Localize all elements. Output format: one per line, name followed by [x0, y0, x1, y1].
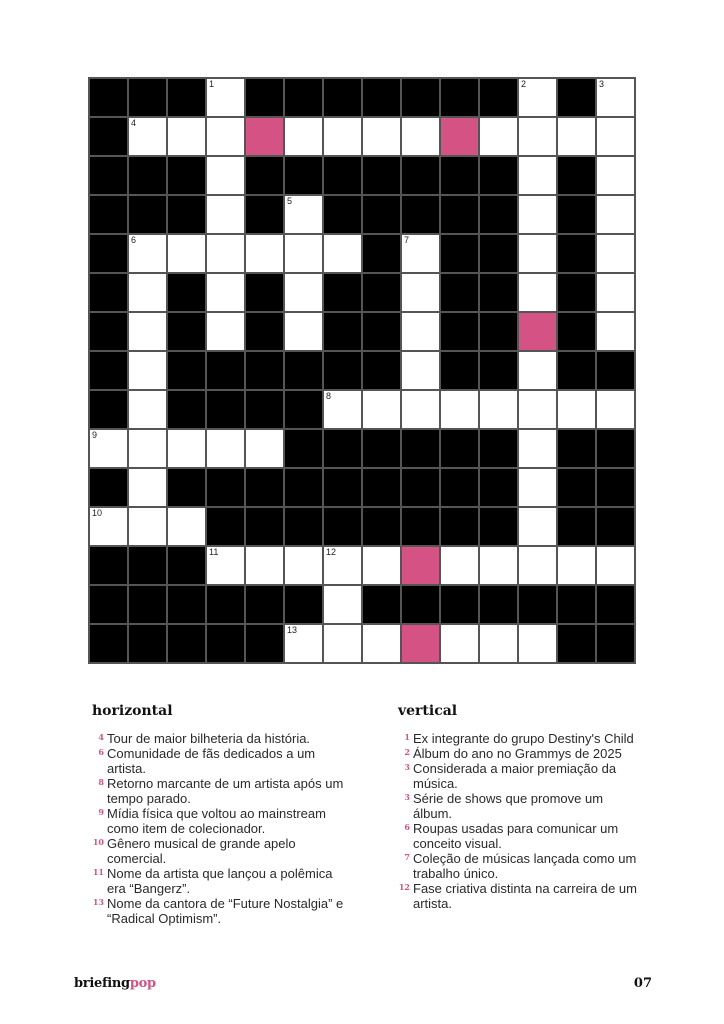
answer-cell[interactable]	[207, 196, 244, 233]
block-cell	[129, 625, 166, 662]
block-cell	[558, 157, 595, 194]
answer-cell[interactable]	[402, 313, 439, 350]
block-cell	[324, 469, 361, 506]
answer-cell[interactable]	[324, 235, 361, 272]
answer-cell[interactable]	[363, 625, 400, 662]
block-cell	[441, 157, 478, 194]
clue-item	[92, 806, 352, 836]
answer-cell[interactable]	[285, 625, 322, 662]
block-cell	[558, 508, 595, 545]
block-cell	[441, 235, 478, 272]
crossword-grid	[88, 77, 636, 664]
clue-item-number: 7	[404, 852, 410, 862]
answer-cell[interactable]	[246, 547, 283, 584]
block-cell	[363, 157, 400, 194]
answer-cell[interactable]	[558, 391, 595, 428]
clue-item-number: 2	[404, 747, 410, 757]
answer-cell[interactable]	[129, 274, 166, 311]
answer-cell[interactable]	[324, 118, 361, 155]
block-cell	[90, 235, 127, 272]
block-cell	[441, 508, 478, 545]
clue-number: 6	[131, 235, 137, 245]
answer-cell[interactable]	[597, 79, 634, 116]
clue-item	[92, 746, 352, 776]
answer-cell[interactable]	[519, 274, 556, 311]
answer-cell[interactable]	[402, 118, 439, 155]
block-cell	[363, 508, 400, 545]
highlight-cell[interactable]	[246, 118, 283, 155]
clue-item-number: 1	[404, 732, 410, 742]
block-cell	[363, 274, 400, 311]
answer-cell[interactable]	[246, 235, 283, 272]
block-cell	[90, 274, 127, 311]
block-cell	[90, 313, 127, 350]
block-cell	[480, 586, 517, 623]
answer-cell[interactable]	[519, 235, 556, 272]
block-cell	[402, 196, 439, 233]
answer-cell[interactable]	[597, 235, 634, 272]
block-cell	[129, 196, 166, 233]
answer-cell[interactable]	[168, 235, 205, 272]
block-cell	[441, 352, 478, 389]
clue-item-text: Mídia física que voltou ao mainstream como item de colecionador.	[107, 806, 326, 836]
answer-cell[interactable]	[246, 430, 283, 467]
block-cell	[90, 547, 127, 584]
clue-number: 3	[599, 79, 605, 89]
answer-cell[interactable]	[285, 235, 322, 272]
clue-item	[92, 776, 352, 806]
block-cell	[168, 196, 205, 233]
block-cell	[168, 157, 205, 194]
clue-item-text: Tour de maior bilheteria da história.	[107, 731, 311, 746]
block-cell	[597, 430, 634, 467]
block-cell	[285, 157, 322, 194]
block-cell	[90, 157, 127, 194]
block-cell	[441, 469, 478, 506]
block-cell	[480, 79, 517, 116]
clue-item-number: 13	[92, 897, 104, 907]
block-cell	[129, 586, 166, 623]
block-cell	[90, 391, 127, 428]
answer-cell[interactable]	[324, 625, 361, 662]
block-cell	[324, 430, 361, 467]
answer-cell[interactable]	[441, 625, 478, 662]
answer-cell[interactable]	[402, 235, 439, 272]
clue-item-number: 6	[98, 747, 104, 757]
block-cell	[168, 625, 205, 662]
answer-cell[interactable]	[129, 391, 166, 428]
block-cell	[558, 274, 595, 311]
block-cell	[90, 469, 127, 506]
block-cell	[441, 313, 478, 350]
block-cell	[363, 79, 400, 116]
answer-cell[interactable]	[519, 157, 556, 194]
answer-cell[interactable]	[519, 547, 556, 584]
block-cell	[246, 313, 283, 350]
clue-item-text: Álbum do ano no Grammys de 2025	[413, 746, 622, 761]
block-cell	[324, 274, 361, 311]
vertical-title: vertical	[398, 703, 458, 719]
block-cell	[480, 469, 517, 506]
answer-cell[interactable]	[480, 118, 517, 155]
answer-cell[interactable]	[285, 118, 322, 155]
answer-cell[interactable]	[207, 313, 244, 350]
clue-item-number: 6	[404, 822, 410, 832]
block-cell	[558, 79, 595, 116]
answer-cell[interactable]	[90, 430, 127, 467]
clue-number: 11	[209, 547, 219, 557]
block-cell	[363, 352, 400, 389]
block-cell	[129, 157, 166, 194]
horizontal-clues	[92, 703, 352, 926]
answer-cell[interactable]	[129, 313, 166, 350]
block-cell	[207, 586, 244, 623]
block-cell	[207, 469, 244, 506]
highlight-cell[interactable]	[519, 313, 556, 350]
block-cell	[558, 625, 595, 662]
brand-part-1: briefing	[74, 976, 130, 991]
block-cell	[246, 352, 283, 389]
block-cell	[168, 586, 205, 623]
answer-cell[interactable]	[519, 625, 556, 662]
answer-cell[interactable]	[207, 157, 244, 194]
answer-cell[interactable]	[363, 118, 400, 155]
answer-cell[interactable]	[168, 508, 205, 545]
answer-cell[interactable]	[129, 118, 166, 155]
answer-cell[interactable]	[168, 430, 205, 467]
block-cell	[480, 430, 517, 467]
block-cell	[324, 196, 361, 233]
block-cell	[246, 586, 283, 623]
block-cell	[558, 313, 595, 350]
block-cell	[324, 313, 361, 350]
answer-cell[interactable]	[285, 196, 322, 233]
answer-cell[interactable]	[207, 430, 244, 467]
clue-item	[398, 746, 638, 761]
block-cell	[558, 196, 595, 233]
answer-cell[interactable]	[519, 430, 556, 467]
block-cell	[285, 586, 322, 623]
answer-cell[interactable]	[129, 508, 166, 545]
clue-number: 13	[287, 625, 298, 635]
answer-cell[interactable]	[285, 313, 322, 350]
clue-item-number: 3	[404, 762, 410, 772]
block-cell	[90, 79, 127, 116]
block-cell	[441, 79, 478, 116]
block-cell	[285, 469, 322, 506]
answer-cell[interactable]	[324, 547, 361, 584]
block-cell	[246, 79, 283, 116]
block-cell	[402, 157, 439, 194]
block-cell	[558, 352, 595, 389]
answer-cell[interactable]	[597, 196, 634, 233]
block-cell	[246, 274, 283, 311]
page-number: 07	[633, 976, 652, 991]
clue-number: 5	[287, 196, 293, 206]
clue-item	[398, 731, 638, 746]
block-cell	[246, 196, 283, 233]
block-cell	[402, 79, 439, 116]
block-cell	[207, 391, 244, 428]
block-cell	[363, 196, 400, 233]
clue-item	[92, 866, 352, 896]
clue-item-text: Coleção de músicas lançada como um trabalho único.	[413, 851, 637, 881]
highlight-cell[interactable]	[441, 118, 478, 155]
answer-cell[interactable]	[324, 391, 361, 428]
block-cell	[363, 586, 400, 623]
block-cell	[402, 430, 439, 467]
answer-cell[interactable]	[207, 547, 244, 584]
block-cell	[480, 274, 517, 311]
clue-item	[92, 731, 352, 746]
answer-cell[interactable]	[480, 625, 517, 662]
answer-cell[interactable]	[597, 547, 634, 584]
answer-cell[interactable]	[324, 586, 361, 623]
answer-cell[interactable]	[441, 547, 478, 584]
highlight-cell[interactable]	[402, 625, 439, 662]
block-cell	[168, 391, 205, 428]
block-cell	[402, 586, 439, 623]
clue-item-text: Retorno marcante de um artista após um tempo parado.	[107, 776, 344, 806]
block-cell	[90, 625, 127, 662]
answer-cell[interactable]	[207, 79, 244, 116]
brand-part-2: pop	[129, 976, 156, 991]
answer-cell[interactable]	[363, 547, 400, 584]
block-cell	[168, 313, 205, 350]
answer-cell[interactable]	[168, 118, 205, 155]
block-cell	[324, 508, 361, 545]
block-cell	[441, 586, 478, 623]
answer-cell[interactable]	[519, 508, 556, 545]
answer-cell[interactable]	[597, 313, 634, 350]
clue-number: 4	[131, 118, 137, 128]
clue-item-text: Roupas usadas para comunicar um conceito visual.	[413, 821, 619, 851]
clue-item	[92, 836, 352, 866]
clue-item-number: 12	[398, 882, 410, 892]
answer-cell[interactable]	[402, 352, 439, 389]
block-cell	[168, 352, 205, 389]
answer-cell[interactable]	[597, 157, 634, 194]
block-cell	[441, 430, 478, 467]
block-cell	[285, 352, 322, 389]
clue-number: 7	[404, 235, 410, 245]
answer-cell[interactable]	[519, 118, 556, 155]
clue-item-text: Fase criativa distinta na carreira de um artista.	[413, 881, 637, 911]
block-cell	[480, 157, 517, 194]
block-cell	[90, 196, 127, 233]
clue-item-text: Gênero musical de grande apelo comercial.	[107, 836, 296, 866]
block-cell	[480, 196, 517, 233]
block-cell	[207, 625, 244, 662]
block-cell	[207, 508, 244, 545]
block-cell	[246, 625, 283, 662]
block-cell	[285, 79, 322, 116]
clue-number: 10	[92, 508, 103, 518]
brand-logo	[74, 976, 156, 991]
answer-cell[interactable]	[285, 274, 322, 311]
block-cell	[285, 508, 322, 545]
block-cell	[324, 157, 361, 194]
clue-number: 12	[326, 547, 337, 557]
block-cell	[597, 352, 634, 389]
block-cell	[129, 547, 166, 584]
clue-item	[398, 761, 638, 791]
block-cell	[441, 274, 478, 311]
block-cell	[363, 313, 400, 350]
block-cell	[480, 352, 517, 389]
clue-item-text: Considerada a maior premiação da música.	[413, 761, 617, 791]
block-cell	[90, 118, 127, 155]
answer-cell[interactable]	[597, 391, 634, 428]
answer-cell[interactable]	[558, 118, 595, 155]
block-cell	[168, 469, 205, 506]
clue-number: 2	[521, 79, 527, 89]
clue-item-text: Nome da artista que lançou a polêmica era “Bangerz”.	[107, 866, 333, 896]
block-cell	[519, 586, 556, 623]
clue-number: 9	[92, 430, 98, 440]
horizontal-title: horizontal	[92, 703, 173, 719]
clue-item-text: Nome da cantora de “Future Nostalgia” e “Radical Optimism”.	[107, 896, 344, 926]
answer-cell[interactable]	[597, 118, 634, 155]
clue-item-number: 9	[98, 807, 104, 817]
answer-cell[interactable]	[207, 274, 244, 311]
block-cell	[324, 352, 361, 389]
block-cell	[558, 586, 595, 623]
block-cell	[246, 157, 283, 194]
answer-cell[interactable]	[519, 391, 556, 428]
block-cell	[441, 196, 478, 233]
clue-item-number: 11	[92, 867, 104, 877]
block-cell	[402, 508, 439, 545]
answer-cell[interactable]	[480, 391, 517, 428]
highlight-cell[interactable]	[402, 547, 439, 584]
clue-item-text: Ex integrante do grupo Destiny's Child	[413, 731, 634, 746]
answer-cell[interactable]	[129, 352, 166, 389]
block-cell	[285, 430, 322, 467]
answer-cell[interactable]	[480, 547, 517, 584]
block-cell	[597, 586, 634, 623]
block-cell	[285, 391, 322, 428]
block-cell	[168, 274, 205, 311]
answer-cell[interactable]	[207, 118, 244, 155]
block-cell	[207, 352, 244, 389]
clue-item	[398, 821, 638, 851]
clue-item-text: Comunidade de fãs dedicados a um artista.	[107, 746, 316, 776]
block-cell	[90, 586, 127, 623]
clue-item-number: 3	[404, 792, 410, 802]
block-cell	[558, 469, 595, 506]
clue-item	[398, 791, 638, 821]
block-cell	[246, 508, 283, 545]
block-cell	[246, 469, 283, 506]
block-cell	[168, 79, 205, 116]
block-cell	[597, 469, 634, 506]
block-cell	[558, 430, 595, 467]
block-cell	[90, 352, 127, 389]
answer-cell[interactable]	[597, 274, 634, 311]
answer-cell[interactable]	[129, 430, 166, 467]
block-cell	[597, 508, 634, 545]
answer-cell[interactable]	[129, 235, 166, 272]
answer-cell[interactable]	[363, 391, 400, 428]
answer-cell[interactable]	[402, 391, 439, 428]
block-cell	[363, 235, 400, 272]
answer-cell[interactable]	[402, 274, 439, 311]
block-cell	[246, 391, 283, 428]
clue-item-number: 10	[92, 837, 104, 847]
block-cell	[480, 313, 517, 350]
block-cell	[480, 508, 517, 545]
answer-cell[interactable]	[285, 547, 322, 584]
answer-cell[interactable]	[207, 235, 244, 272]
answer-cell[interactable]	[519, 469, 556, 506]
clue-number: 1	[209, 79, 215, 89]
answer-cell[interactable]	[558, 547, 595, 584]
answer-cell[interactable]	[519, 79, 556, 116]
answer-cell[interactable]	[441, 391, 478, 428]
block-cell	[558, 235, 595, 272]
answer-cell[interactable]	[519, 196, 556, 233]
block-cell	[168, 547, 205, 584]
clue-item-number: 8	[98, 777, 104, 787]
block-cell	[402, 469, 439, 506]
clue-item	[398, 881, 638, 911]
vertical-clues	[398, 703, 638, 911]
clue-item	[398, 851, 638, 881]
block-cell	[480, 235, 517, 272]
block-cell	[597, 625, 634, 662]
clue-item-text: Série de shows que promove um álbum.	[413, 791, 604, 821]
answer-cell[interactable]	[90, 508, 127, 545]
block-cell	[363, 469, 400, 506]
answer-cell[interactable]	[129, 469, 166, 506]
block-cell	[363, 430, 400, 467]
clue-item-number: 4	[98, 732, 104, 742]
answer-cell[interactable]	[519, 352, 556, 389]
clue-number: 8	[326, 391, 332, 401]
block-cell	[324, 79, 361, 116]
block-cell	[129, 79, 166, 116]
clue-item	[92, 896, 352, 926]
